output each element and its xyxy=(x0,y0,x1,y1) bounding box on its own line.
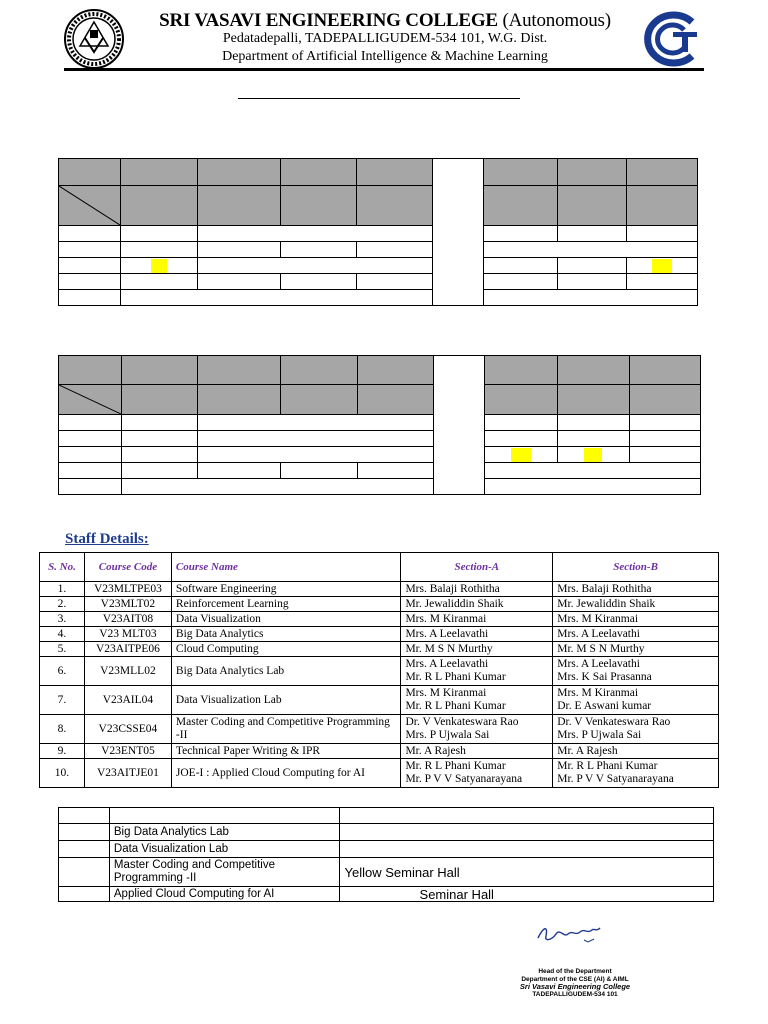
timetable-section-b xyxy=(58,355,701,495)
table-row: 7. V23AIL04 Data Visualization Lab Mrs. M Kiranmai Mr. R L Phani Kumar Mrs. M Kiranmai Dr. E Aswani kumar xyxy=(40,686,719,715)
title-underline xyxy=(238,98,520,99)
list-item: Master Coding and Competitive Programming -II Yellow Seminar Hall xyxy=(59,858,714,887)
department-name: Department of Artificial Intelligence & Machine Learning xyxy=(222,49,548,64)
staff-details-table xyxy=(39,552,719,788)
column-header: Section-B xyxy=(553,553,719,582)
table-row: 5. V23AITPE06 Cloud Computing Mr. M S N Murthy Mr. M S N Murthy xyxy=(40,642,719,657)
highlight-cell xyxy=(151,259,167,273)
table-row: 8. V23CSSE04 Master Coding and Competitive Programming -II Dr. V Venkateswara Rao Mrs. P Ujwala Sai Dr. V Venkateswara Rao Mrs. P Ujwala Sai xyxy=(40,715,719,744)
column-header: Course Name xyxy=(171,553,401,582)
institution-emblem xyxy=(640,10,706,68)
college-address: Pedatadepalli, TADEPALLIGUDEM-534 101, W.G. Dist. xyxy=(222,31,548,46)
list-item: Data Visualization Lab xyxy=(59,841,714,858)
table-row: 9. V23ENT05 Technical Paper Writing & IPR Mr. A Rajesh Mr. A Rajesh xyxy=(40,744,719,759)
table-row: 10. V23AITJE01 JOE-I : Applied Cloud Computing for AI Mr. R L Phani Kumar Mr. P V V Satyanarayana Mr. R L Phani Kumar Mr. P V V Satyanarayana xyxy=(40,759,719,788)
highlight-cell xyxy=(652,259,672,273)
diagonal-header-cell xyxy=(59,186,121,226)
hod-signature xyxy=(534,920,604,946)
column-header: Section-A xyxy=(401,553,553,582)
lab-venue-table xyxy=(58,807,714,902)
table-row: 1. V23MLTPE03 Software Engineering Mrs. Balaji Rothitha Mrs. Balaji Rothitha xyxy=(40,582,719,597)
diagonal-header-cell xyxy=(59,385,122,415)
hod-stamp: Head of the Department Department of the CSE (AI) & AIML Sri Vasavi Engineering College TADEPALLIGUDEM-534 101 xyxy=(519,968,631,998)
list-item: Applied Cloud Computing for AI Seminar Hall xyxy=(59,887,714,902)
header-divider xyxy=(64,68,704,71)
highlight-cell xyxy=(511,448,531,462)
table-row: 6. V23MLL02 Big Data Analytics Lab Mrs. A Leelavathi Mr. R L Phani Kumar Mrs. A Leelavathi Mrs. K Sai Prasanna xyxy=(40,657,719,686)
timetable-section-a xyxy=(58,158,698,306)
table-row: 3. V23AIT08 Data Visualization Mrs. M Kiranmai Mrs. M Kiranmai xyxy=(40,612,719,627)
highlight-cell xyxy=(584,448,602,462)
table-row: 4. V23 MLT03 Big Data Analytics Mrs. A Leelavathi Mrs. A Leelavathi xyxy=(40,627,719,642)
column-header: S. No. xyxy=(40,553,85,582)
college-name: SRI VASAVI ENGINEERING COLLEGE (Autonomous) xyxy=(159,10,611,31)
column-header: Course Code xyxy=(84,553,171,582)
staff-details-heading: Staff Details: xyxy=(65,531,149,547)
list-item: Big Data Analytics Lab xyxy=(59,824,714,841)
list-item xyxy=(59,808,714,824)
table-row: 2. V23MLT02 Reinforcement Learning Mr. Jewaliddin Shaik Mr. Jewaliddin Shaik xyxy=(40,597,719,612)
college-logo xyxy=(63,8,125,70)
